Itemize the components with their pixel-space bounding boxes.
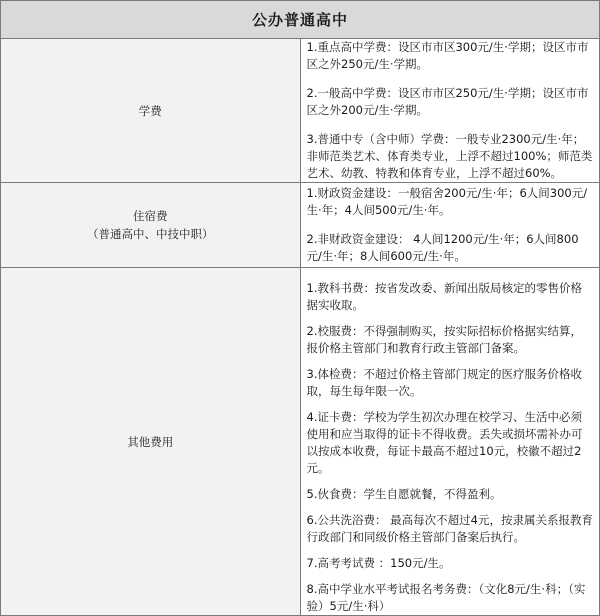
- accommodation-row: [1, 183, 600, 268]
- category-accommodation: [1, 183, 301, 268]
- tuition-content: [300, 39, 600, 183]
- tuition-item-3: 3.普通中专（含中师）学费：一般专业2300元/生·年；非师范类艺术、体育类专业，上浮不超过100%；师范类艺术、幼教、特教和体育专业，上浮不超过60%。: [306, 132, 593, 180]
- other-item-4: 4.证卡费：学校为学生初次办理在校学习、生活中必须使用和应当取得的证卡不得收费。丢失或损坏需补办可以按成本收费，每证卡最高不超过10元，校徽不超过2元。: [306, 410, 583, 475]
- other-item-2: 2.校服费：不得强制购买，按实际招标价格据实结算，报价格主管部门和教育行政主管部门备案。: [306, 324, 582, 355]
- table-title: 公办普通高中: [1, 1, 600, 39]
- other-item-8: 8.高中学业水平考试报名考务费：（文化8元/生·科；（实验）5元/生·科）: [306, 582, 586, 613]
- other-item-5: 5.伙食费：学生自愿就餐，不得盈利。: [306, 487, 502, 501]
- tuition-row: [1, 39, 600, 183]
- accommodation-content: [300, 183, 600, 268]
- category-accommodation-subtitle: （普通高中、中技中职）: [87, 227, 214, 241]
- tuition-item-2: 2.一般高中学费：设区市市区250元/生·学期；设区市市区之外200元/生·学期。: [306, 86, 589, 117]
- other-item-1: 1.教科书费：按省发改委、新闻出版局核定的零售价格据实收取。: [306, 281, 582, 312]
- other-item-3: 3.体检费：不超过价格主管部门规定的医疗服务价格收取，每生每年限一次。: [306, 367, 582, 398]
- category-other: 其他费用: [1, 268, 301, 616]
- tuition-item-1: 1.重点高中学费：设区市市区300元/生·学期；设区市市区之外250元/生·学期。: [306, 40, 589, 71]
- accommodation-item-1: 1.财政资金建设：一般宿舍200元/生·年；6人间300元/生·年；4人间500元/生·年。: [306, 186, 588, 217]
- category-tuition: 学费: [1, 39, 301, 183]
- title-row: [1, 1, 600, 39]
- other-content: [300, 268, 600, 616]
- other-item-6: 6.公共洗浴费： 最高每次不超过4元，按隶属关系报教育行政部门和同级价格主管部门备案后执行。: [306, 513, 593, 544]
- accommodation-item-2: 2.非财政资金建设： 4人间1200元/生·年；6人间800元/生·年；8人间600元/生·年。: [306, 232, 579, 263]
- other-item-7: 7.高考考试费 ：150元/生。: [306, 556, 451, 570]
- other-fees-row: [1, 268, 600, 616]
- category-accommodation-title: 住宿费: [133, 209, 168, 223]
